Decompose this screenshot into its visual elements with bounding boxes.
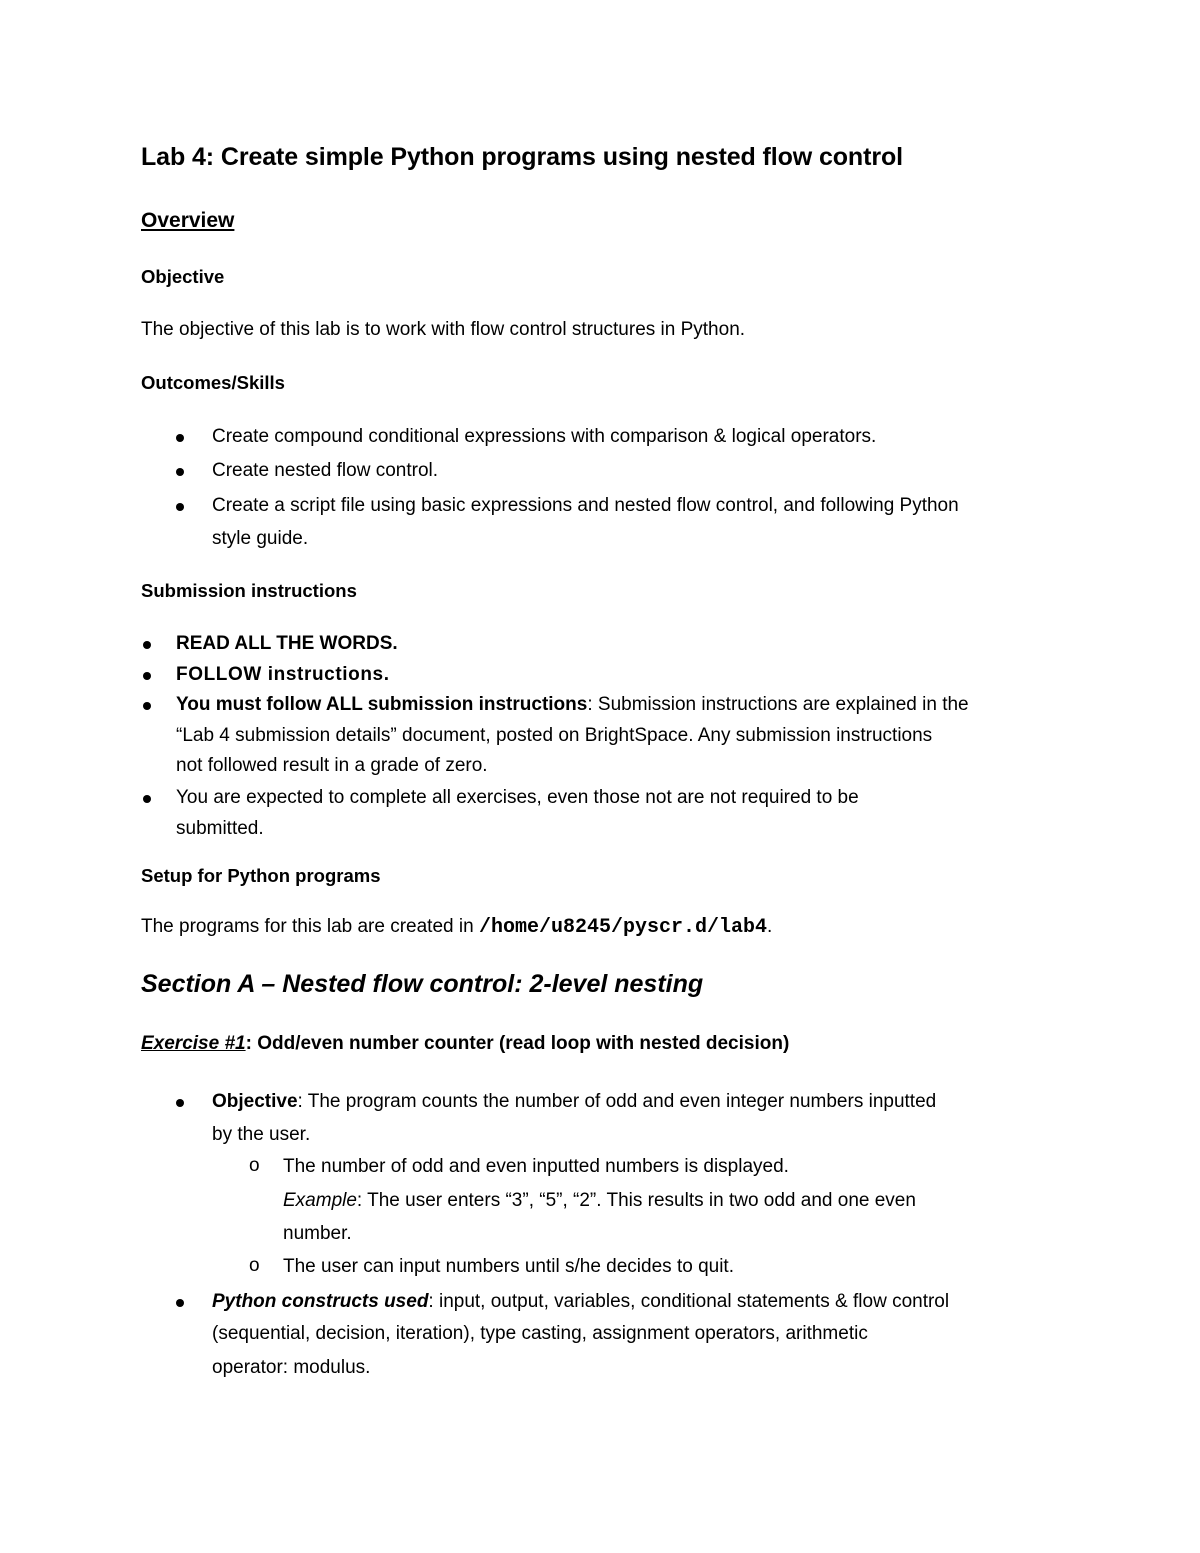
sub-bullet-icon: o [249,1155,260,1176]
setup-heading: Setup for Python programs [141,865,381,886]
submission-heading: Submission instructions [141,580,357,601]
list-item: READ ALL THE WORDS. [176,633,398,654]
constructs-label: Python constructs used [212,1291,429,1312]
bullet-icon [176,1299,184,1307]
objective-text: : The program counts the number of odd and even integer numbers inputted [297,1091,937,1112]
outcomes-heading: Outcomes/Skills [141,372,285,393]
list-item-continuation: operator: modulus. [212,1357,371,1378]
exercise-title: : Odd/even number counter (read loop with nested decision) [245,1033,790,1054]
overview-heading: Overview [141,209,235,232]
sub-list-item: The user can input numbers until s/he decides to quit. [283,1256,734,1277]
list-item-text: : Submission instructions are explained in the [587,694,969,715]
sub-list-item-continuation: number. [283,1223,352,1244]
exercise-label: Exercise #1 [141,1033,246,1054]
list-item-continuation: submitted. [176,818,264,839]
sub-list-item-continuation [283,1185,916,1217]
bullet-icon [176,1099,184,1107]
list-item [212,1086,936,1118]
bullet-icon [176,468,184,476]
objective-heading: Objective [141,266,225,287]
objective-label: Objective [212,1091,298,1112]
list-item: Create compound conditional expressions with comparison & logical operators. [212,426,877,447]
constructs-text: : input, output, variables, conditional statements & flow control [428,1291,950,1312]
list-item: You are expected to complete all exercises, even those not are not required to be [176,787,859,808]
sub-bullet-icon: o [249,1255,260,1276]
example-text: : The user enters “3”, “5”, “2”. This results in two odd and one even [356,1190,916,1211]
setup-path: /home/u8245/pyscr.d/lab4 [478,916,767,939]
section-a-title: Section A – Nested flow control: 2-level nesting [141,970,704,998]
list-item-continuation: “Lab 4 submission details” document, posted on BrightSpace. Any submission instructions [176,725,933,746]
bullet-icon [143,672,151,680]
bullet-icon [143,702,151,710]
list-item-continuation: (sequential, decision, iteration), type casting, assignment operators, arithmetic [212,1323,868,1344]
setup-text-lead: The programs for this lab are created in [141,916,479,937]
page-title: Lab 4: Create simple Python programs using nested flow control [141,143,903,171]
list-item-continuation: by the user. [212,1124,311,1145]
bullet-icon [143,795,151,803]
list-item [212,1286,949,1318]
sub-list-item: The number of odd and even inputted numbers is displayed. [283,1156,789,1177]
objective-text: The objective of this lab is to work with flow control structures in Python. [141,319,746,340]
list-item: FOLLOW instructions. [176,664,390,685]
bullet-icon [176,503,184,511]
list-item-continuation: style guide. [212,528,309,549]
list-item: Create a script file using basic expressions and nested flow control, and following Python [212,495,959,516]
example-label: Example [283,1190,357,1211]
bullet-icon [143,641,151,649]
list-item: Create nested flow control. [212,460,439,481]
list-item-continuation: not followed result in a grade of zero. [176,755,488,776]
list-item [176,689,969,721]
exercise-heading [141,1033,789,1055]
bullet-icon [176,434,184,442]
setup-text-end: . [766,916,773,937]
emphasis-text: You must follow ALL submission instructions [176,694,588,715]
setup-text [141,916,772,939]
